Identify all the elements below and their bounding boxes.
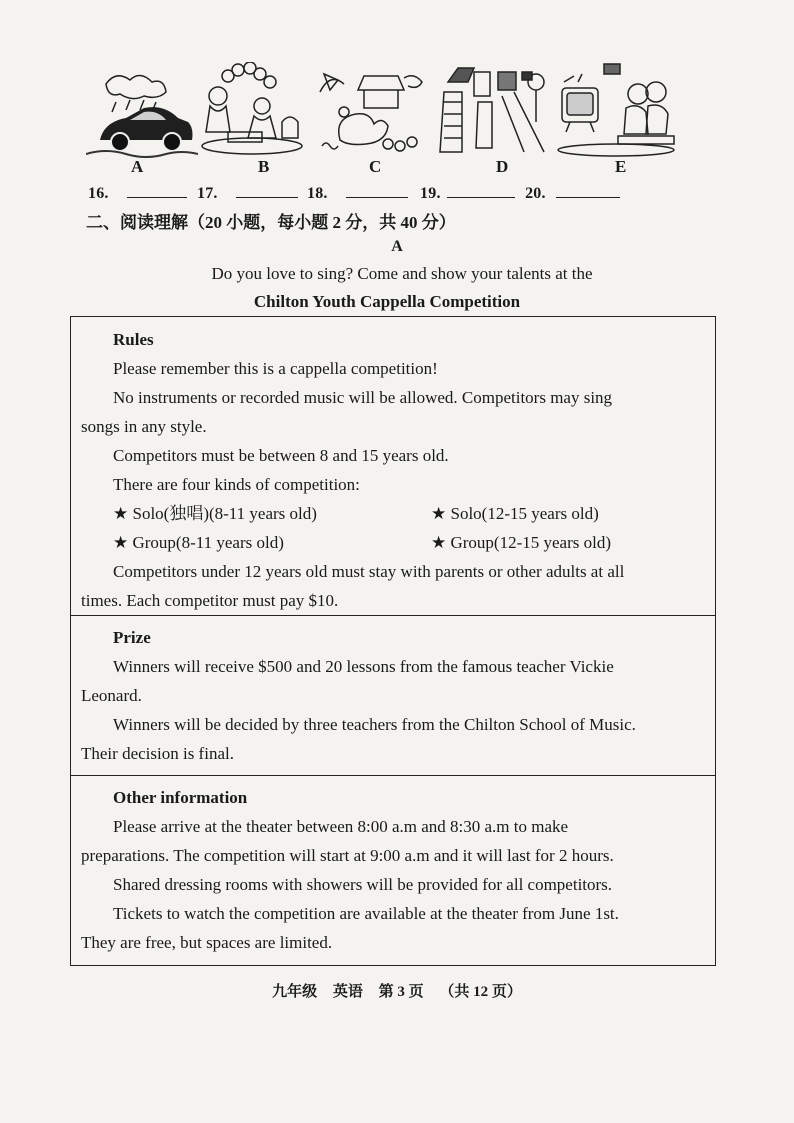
answer-line [88,183,620,203]
other-information-heading: Other information [113,788,248,807]
prize-line-2b: Their decision is final. [81,744,234,763]
section-divider [71,775,715,776]
question-19-number: 19. [420,185,441,202]
answer-16-blank[interactable] [127,183,187,198]
family-watching-tv-icon [556,62,676,158]
question-18-number: 18. [307,185,328,202]
event-title: Chilton Youth Cappella Competition [253,292,521,311]
page-footer [0,980,794,1001]
footer-subject: 英语 [332,984,363,1000]
footer-page-number: 第 3 页 [378,984,424,1000]
footer-grade: 九年级 [272,984,318,1000]
rules-line-4: There are four kinds of competition: [113,475,360,494]
picture-letter-a: A [131,157,144,176]
section-heading: 二、阅读理解（20 小题，每小题 2 分，共 40 分） [86,213,456,232]
farm-animals-icon [318,62,428,158]
category-group-8-11: ★ Group(8-11 years old) [113,533,284,552]
rules-line-5a: Competitors under 12 years old must stay with parents or other adults at all [113,562,625,581]
rules-heading: Rules [113,330,154,349]
prize-heading: Prize [113,628,151,647]
question-17-number: 17. [197,185,218,202]
answer-19-blank[interactable] [447,183,515,198]
answer-20-blank[interactable] [556,183,620,198]
picture-letter-b: B [258,157,270,176]
category-solo-12-15: ★ Solo(12-15 years old) [431,504,599,523]
rules-section [71,325,715,615]
other-line-2: Shared dressing rooms with showers will be provided for all competitors. [113,875,613,894]
rules-line-3: Competitors must be between 8 and 15 years old. [113,446,449,465]
question-20-number: 20. [525,185,546,202]
competition-notice-box [70,316,716,966]
family-picnic-icon [198,62,306,158]
traffic-road-icon [438,62,550,158]
prize-line-1b: Leonard. [81,686,142,705]
category-group-12-15: ★ Group(12-15 years old) [431,533,612,552]
question-16-number: 16. [88,185,109,202]
prize-line-2a: Winners will be decided by three teachers from the Chilton School of Music. [113,715,636,734]
intro-text: Do you love to sing? Come and show your talents at the [211,264,593,283]
competition-categories [81,499,703,557]
rules-line-2b: songs in any style. [81,417,207,436]
picture-letter-c: C [369,157,382,176]
answer-18-blank[interactable] [346,183,408,198]
answer-17-blank[interactable] [236,183,298,198]
picture-letter-e: E [615,157,627,176]
other-line-3a: Tickets to watch the competition are available at the theater from June 1st. [113,904,619,923]
car-in-rain-icon [86,62,198,158]
rules-line-5b: times. Each competitor must pay $10. [81,591,339,610]
picture-strip [86,62,686,162]
other-information-section [71,783,715,957]
picture-letters [0,157,794,181]
footer-total-pages: （共 12 页） [439,984,522,1000]
prize-section [71,623,715,768]
other-line-3b: They are free, but spaces are limited. [81,933,333,952]
other-line-1a: Please arrive at the theater between 8:00 a.m and 8:30 a.m to make [113,817,569,836]
prize-line-1a: Winners will receive $500 and 20 lessons from the famous teacher Vickie [113,657,614,676]
rules-line-1: Please remember this is a cappella competition! [113,359,438,378]
category-solo-8-11: ★ Solo(独唱)(8-11 years old) [113,504,317,523]
rules-line-2a: No instruments or recorded music will be allowed. Competitors may sing [113,388,613,407]
other-line-1b: preparations. The competition will start at 9:00 a.m and it will last for 2 hours. [81,846,614,865]
part-letter: A [391,238,403,255]
section-divider [71,615,715,616]
picture-letter-d: D [496,157,509,176]
